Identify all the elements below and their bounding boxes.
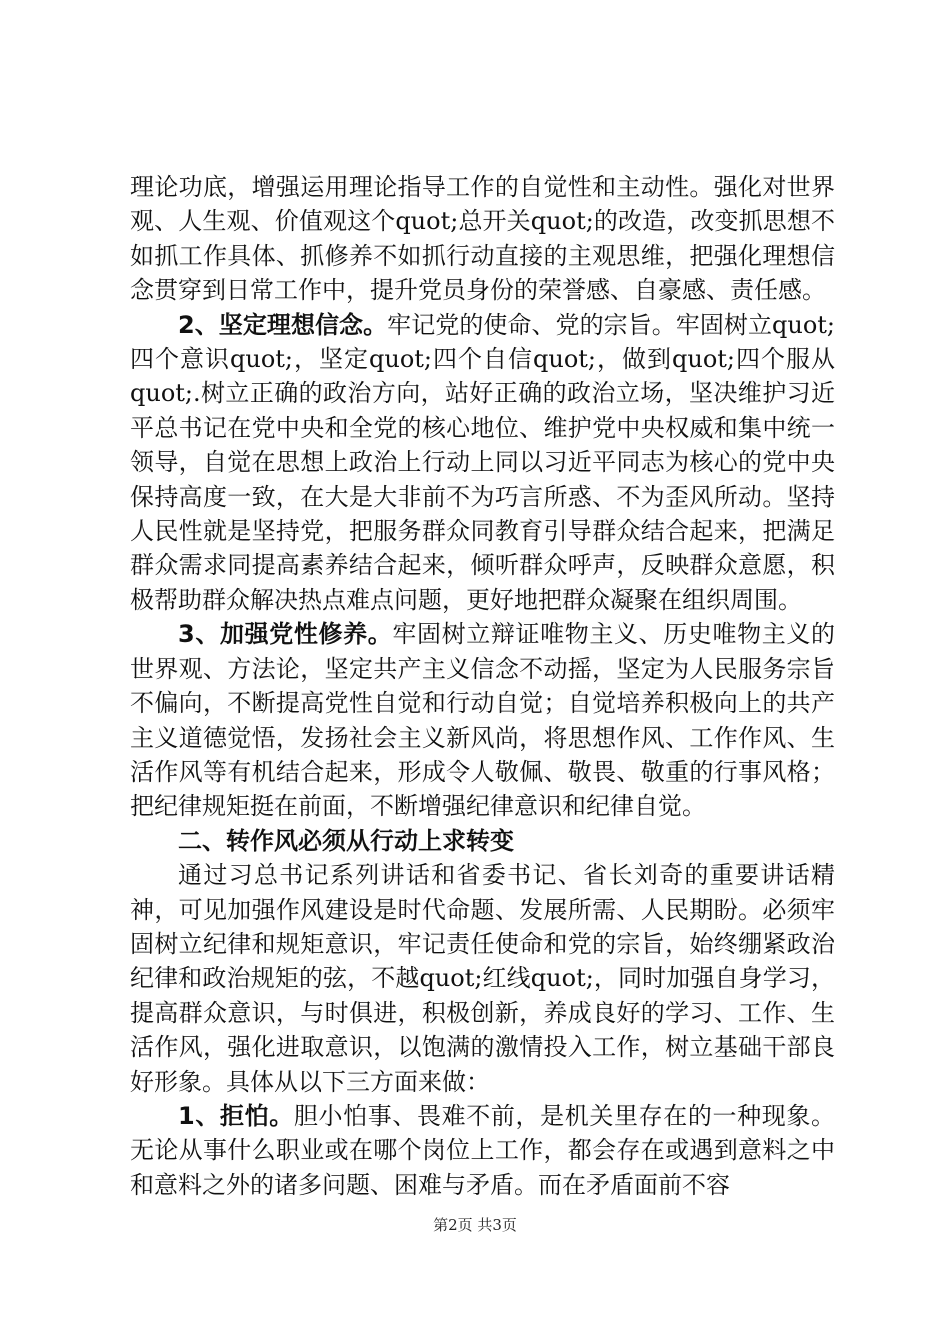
- paragraph-4: 通过习总书记系列讲话和省委书记、省长刘奇的重要讲话精神，可见加强作风建设是时代命题、发展所需、人民期盼。必须牢固树立纪律和规矩意识，牢记责任使命和党的宗旨，始终绷紧政治纪律和政治规矩的弦，不越quot;红线quot;，同时加强自身学习，提高群众意识，与时俱进，积极创新，养成良好的学习、工作、生活作风，强化进取意识，以饱满的激情投入工作，树立基础干部良好形象。具体从以下三方面来做：: [130, 861, 835, 1096]
- paragraph-3: 3、加强党性修养。牢固树立辩证唯物主义、历史唯物主义的世界观、方法论，坚定共产主义信念不动摇，坚定为人民服务宗旨不偏向，不断提高党性自觉和行动自觉；自觉培养积极向上的共产主义道德觉悟，发扬社会主义新风尚，将思想作风、工作作风、生活作风等有机结合起来，形成令人敬佩、敬畏、敬重的行事风格；把纪律规矩挺在前面，不断增强纪律意识和纪律自觉。: [130, 620, 835, 821]
- page-footer: 第2页 共3页: [433, 1216, 517, 1234]
- paragraph-5: 1、拒怕。胆小怕事、畏难不前，是机关里存在的一种现象。无论从事什么职业或在哪个岗位上工作，都会存在或遇到意料之中和意料之外的诸多问题、困难与矛盾。而在矛盾面前不容: [130, 1101, 836, 1199]
- section-heading: 二、转作风必须从行动上求转变: [178, 826, 514, 855]
- paragraph-1: 理论功底，增强运用理论指导工作的自觉性和主动性。强化对世界观、人生观、价值观这个quot;总开关quot;的改造，改变抓思想不如抓工作具体、抓修养不如抓行动直接的主观思维，把强化理想信念贯穿到日常工作中，提升党员身份的荣誉感、自豪感、责任感。: [130, 173, 835, 305]
- document-body: [130, 170, 835, 1202]
- paragraph-heading: 1、拒怕。: [178, 1101, 294, 1130]
- paragraph-heading: 2、坚定理想信念。: [178, 310, 388, 339]
- paragraph-2: 2、坚定理想信念。牢记党的使命、党的宗旨。牢固树立quot;四个意识quot;，坚定quot;四个自信quot;，做到quot;四个服从quot;.树立正确的政治方向，站好正确的政治立场，坚决维护习近平总书记在党中央和全党的核心地位、维护党中央权威和集中统一领导，自觉在思想上政治上行动上同以习近平同志为核心的党中央保持高度一致，在大是大非前不为巧言所惑、不为歪风所动。坚持人民性就是坚持党，把服务群众同教育引导群众结合起来，把满足群众需求同提高素养结合起来，倾听群众呼声，反映群众意愿，积极帮助群众解决热点难点问题，更好地把群众凝聚在组织周围。: [130, 310, 836, 614]
- paragraph-heading: 3、加强党性修养。: [178, 620, 393, 649]
